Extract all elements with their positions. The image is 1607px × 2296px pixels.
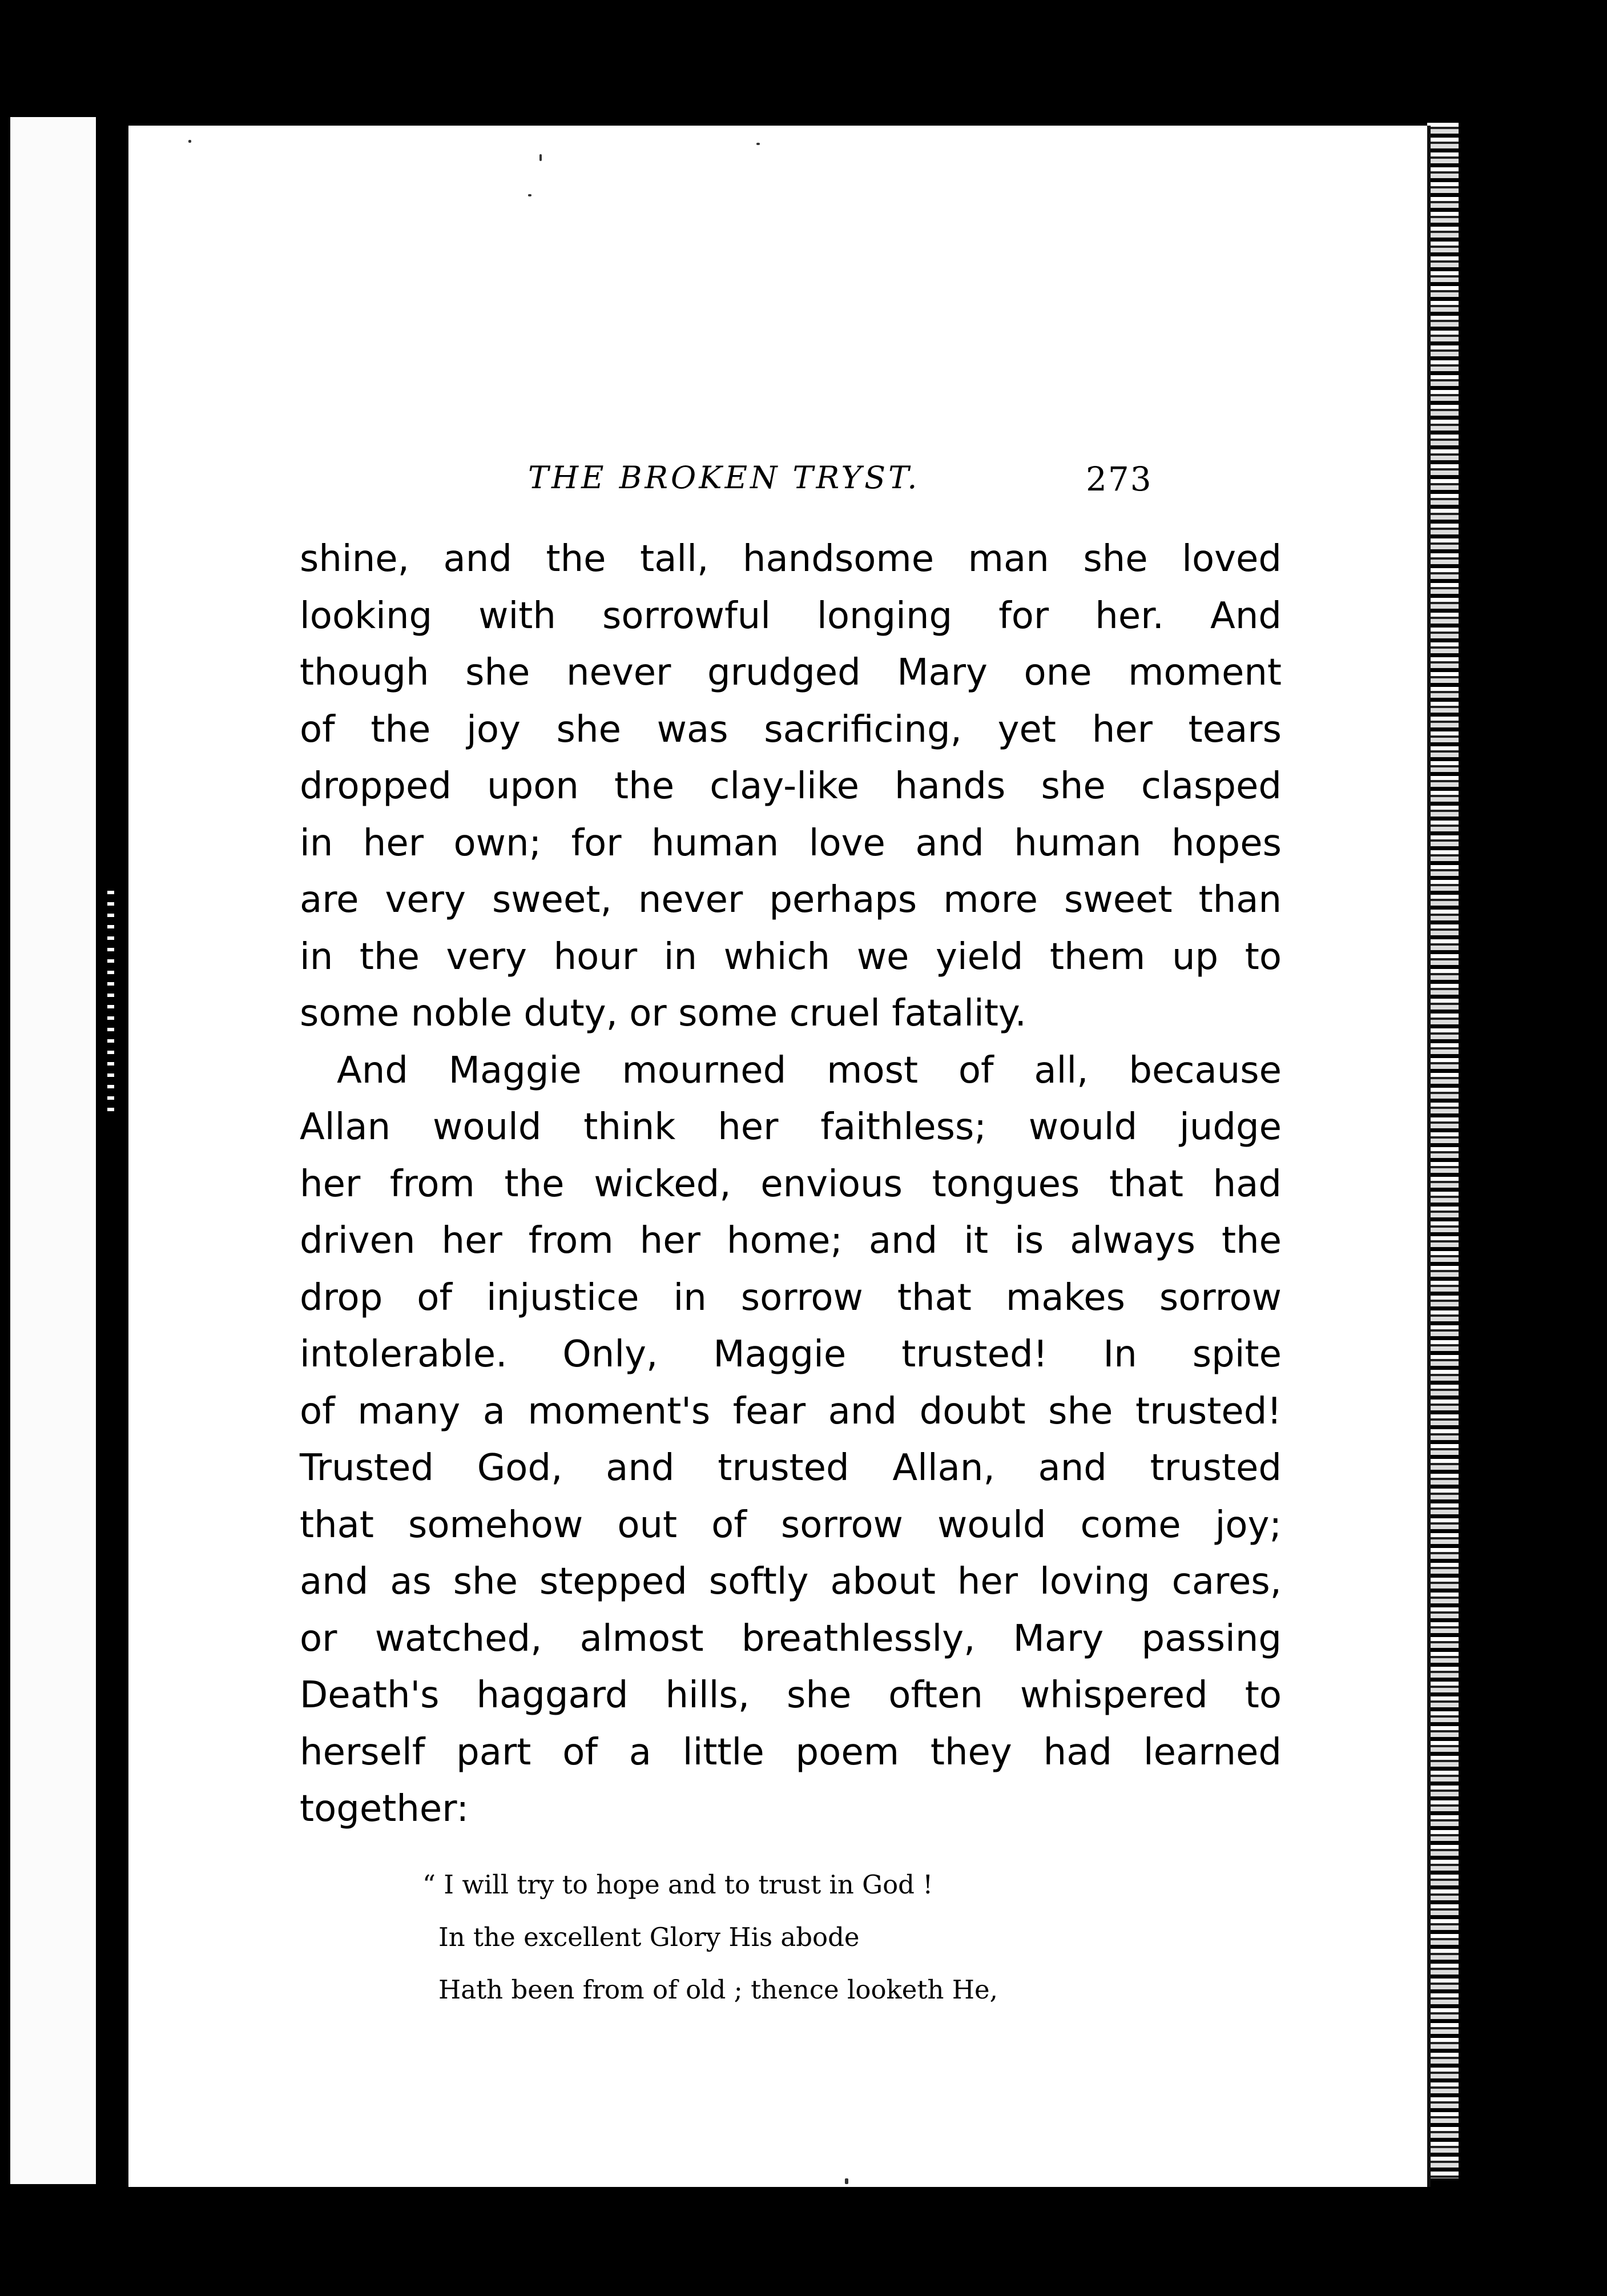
text-line: dropped upon the clay-like hands she clasped [300, 765, 1282, 807]
page-number: 273 [1086, 460, 1153, 498]
text-line: together: [300, 1788, 469, 1830]
text-line: are very sweet, never perhaps more sweet than [300, 879, 1282, 921]
poem-block [422, 1859, 998, 2016]
facing-page-edge [10, 117, 96, 2184]
text-line: Trusted God, and trusted Allan, and trusted [300, 1447, 1282, 1489]
text-line: in the very hour in which we yield them up to [300, 935, 1282, 978]
gutter-shadow [106, 117, 118, 2184]
text-line: and as she stepped softly about her loving cares, [300, 1561, 1282, 1603]
text-line: intolerable. Only, Maggie trusted! In spite [300, 1333, 1282, 1376]
scan-speck [756, 143, 760, 145]
text-line: driven her from her home; and it is always the [300, 1220, 1282, 1262]
text-line: her from the wicked, envious tongues that had [300, 1163, 1282, 1205]
poem-line: In the excellent Glory His abode [438, 1922, 860, 1952]
text-line: or watched, almost breathlessly, Mary passing [300, 1617, 1282, 1660]
page-stack-shadow [1459, 123, 1473, 2178]
book-page [128, 126, 1431, 2187]
text-line: in her own; for human love and human hopes [300, 822, 1282, 864]
scan-speck [845, 2178, 848, 2184]
text-line: Allan would think her faithless; would judge [300, 1106, 1282, 1148]
text-line: shine, and the tall, handsome man she loved [300, 538, 1282, 580]
text-line: that somehow out of sorrow would come joy; [300, 1503, 1282, 1546]
text-line: of many a moment's fear and doubt she trusted! [300, 1390, 1282, 1433]
text-line: of the joy she was sacrificing, yet her tears [300, 708, 1282, 751]
scan-speck [539, 154, 542, 161]
poem-line: Hath been from of old ; thence looketh He, [438, 1975, 998, 2005]
gutter-marks [107, 891, 114, 1119]
running-header: THE BROKEN TRYST. [528, 460, 920, 496]
text-line: drop of injustice in sorrow that makes sorrow [300, 1276, 1282, 1319]
poem-line: “ I will try to hope and to trust in God ! [422, 1869, 933, 1900]
text-line: some noble duty, or some cruel fatality. [300, 992, 1026, 1035]
scan-speck [188, 140, 191, 143]
text-line: Death's haggard hills, she often whispered to [300, 1674, 1282, 1716]
scan-speck [528, 194, 531, 196]
text-line: herself part of a little poem they had learned [300, 1731, 1282, 1774]
text-line: And Maggie mourned most of all, because [337, 1049, 1282, 1092]
text-line: though she never grudged Mary one moment [300, 652, 1282, 694]
page-header [128, 460, 1427, 505]
text-line: looking with sorrowful longing for her. And [300, 594, 1282, 637]
body-text [300, 531, 1282, 1838]
